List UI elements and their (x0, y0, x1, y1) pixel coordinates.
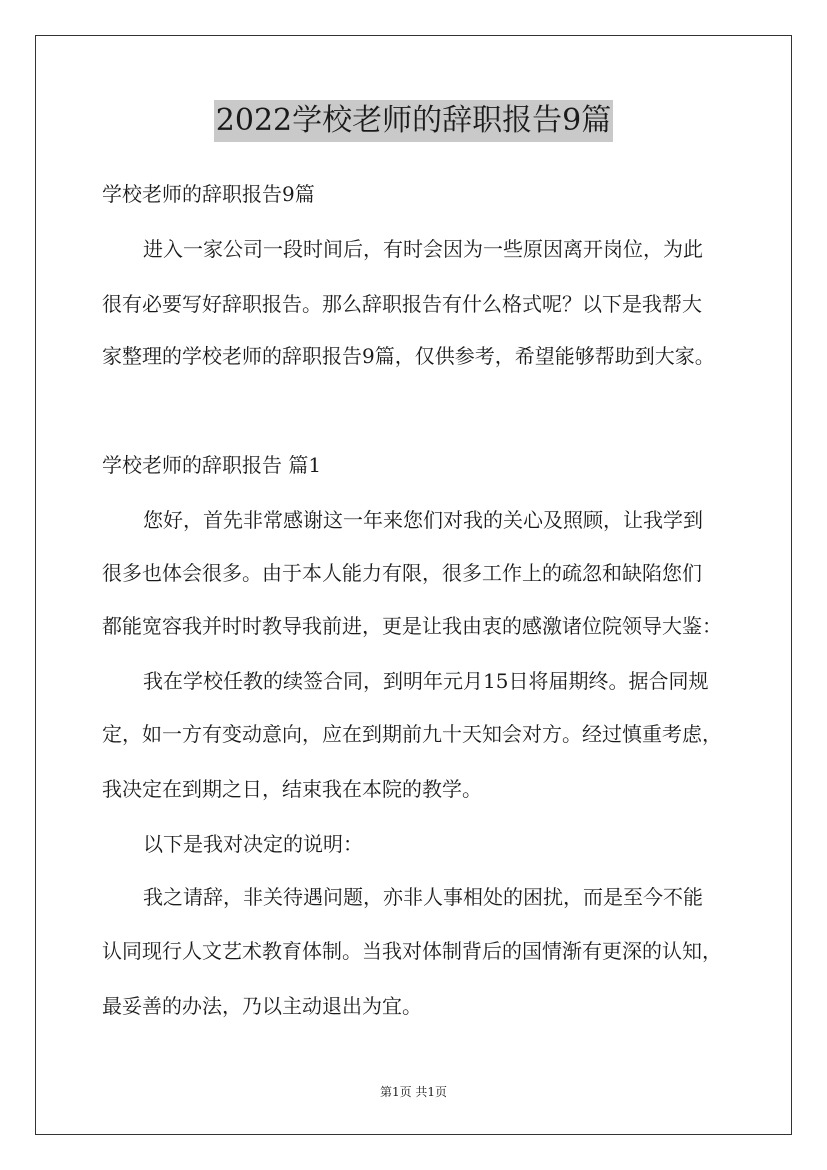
body-line-8: 我之请辞，非关待遇问题，亦非人事相处的困扰，而是至今不能 (143, 885, 703, 909)
body-line-5: 定，如一方有变动意向，应在到期前九十天知会对方。经过慎重考虑， (102, 722, 722, 746)
body-line-3: 都能宽容我并时时教导我前进，更是让我由衷的感激诸位院领导大鉴： (102, 614, 722, 638)
section-heading: 学校老师的辞职报告 篇1 (102, 453, 322, 477)
subtitle: 学校老师的辞职报告9篇 (102, 182, 315, 206)
title-container (0, 100, 827, 142)
intro-line-2: 很有必要写好辞职报告。那么辞职报告有什么格式呢？以下是我帮大 (102, 292, 702, 316)
body-line-4: 我在学校任教的续签合同，到明年元月15日将届期终。据合同规 (143, 669, 709, 693)
body-line-7: 以下是我对决定的说明： (143, 832, 363, 856)
intro-line-3: 家整理的学校老师的辞职报告9篇，仅供参考，希望能够帮助到大家。 (102, 344, 715, 368)
body-line-2: 很多也体会很多。由于本人能力有限，很多工作上的疏忽和缺陷您们 (102, 561, 702, 585)
document-title: 2022学校老师的辞职报告9篇 (214, 100, 613, 142)
body-line-10: 最妥善的办法，乃以主动退出为宜。 (102, 994, 422, 1018)
body-line-6: 我决定在到期之日，结束我在本院的教学。 (102, 777, 482, 801)
intro-line-1: 进入一家公司一段时间后，有时会因为一些原因离开岗位，为此 (143, 237, 703, 261)
body-line-1: 您好，首先非常感谢这一年来您们对我的关心及照顾，让我学到 (143, 508, 703, 532)
body-line-9: 认同现行人文艺术教育体制。当我对体制背后的国情渐有更深的认知， (102, 939, 722, 963)
page-footer: 第1页 共1页 (379, 1085, 448, 1099)
